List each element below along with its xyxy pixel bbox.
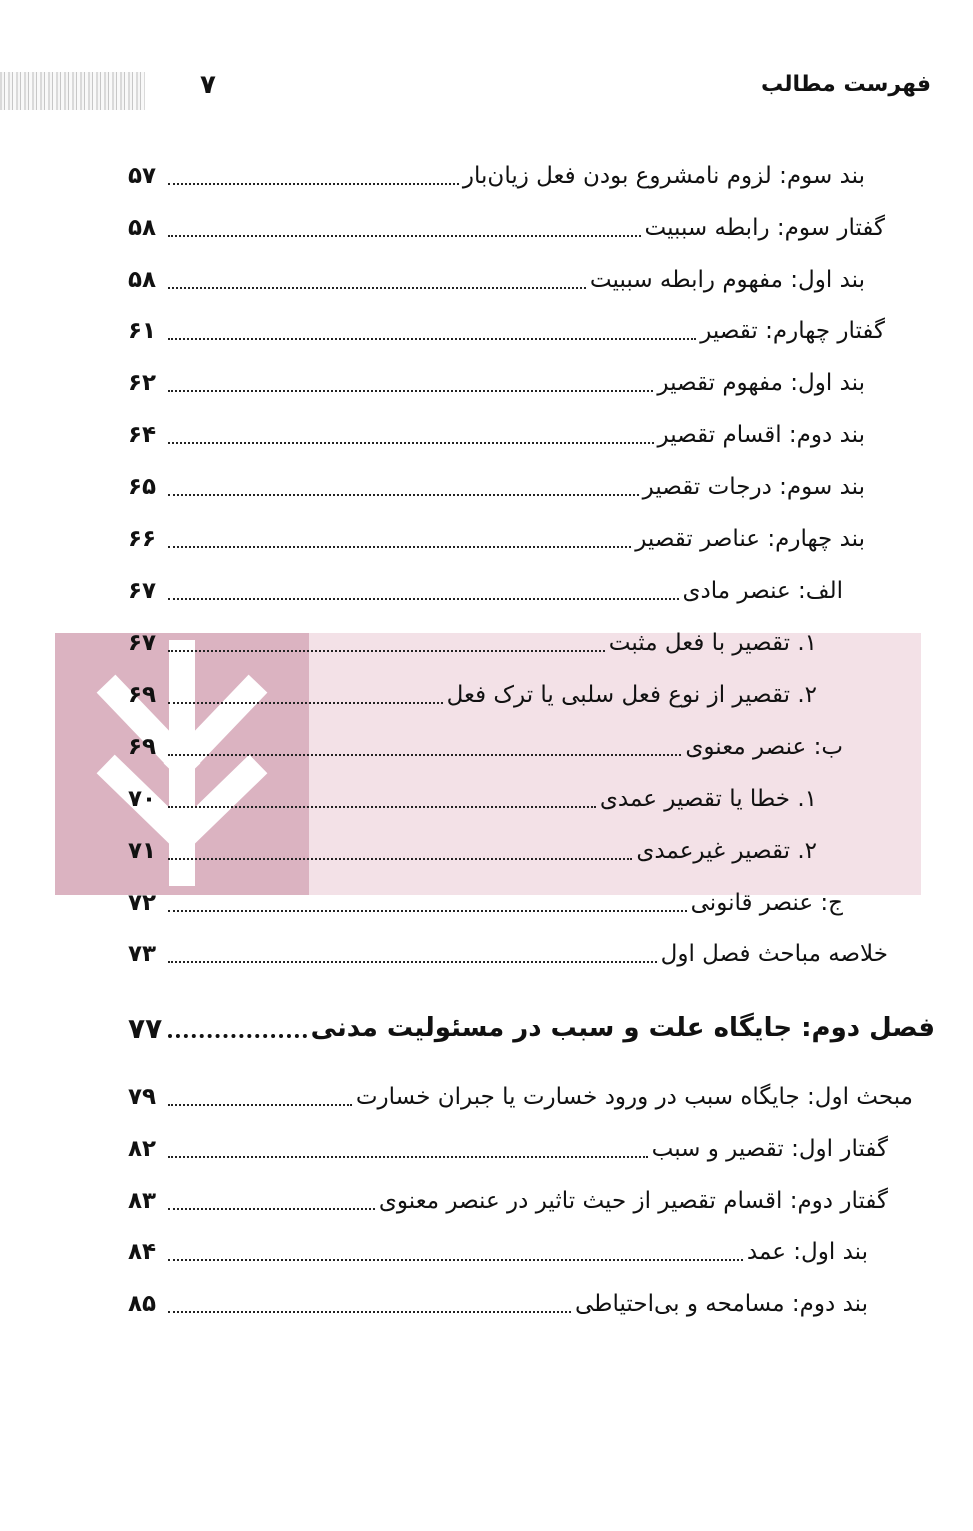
toc-entry-page: ۶۵: [128, 474, 157, 500]
toc-entry[interactable]: [128, 262, 865, 298]
toc-entry-page: ۶۶: [128, 526, 157, 552]
toc-entry-page: ۸۲: [128, 1136, 157, 1162]
toc-entry[interactable]: [128, 677, 817, 713]
toc-entry[interactable]: [128, 521, 865, 557]
toc-entry-label: بند چهارم: عناصر تقصیر: [635, 526, 865, 552]
toc-entry-label: خلاصه مباحث فصل اول: [660, 941, 888, 967]
toc-entry-label: ۲. تقصیر از نوع فعل سلبی یا ترک فعل: [446, 682, 817, 708]
toc-entry[interactable]: [128, 469, 865, 505]
toc-entry-page: ۶۹: [128, 734, 157, 760]
leader-dots: [168, 546, 631, 548]
toc-entry-label: بند اول: عمد: [746, 1239, 868, 1265]
toc-entry-page: ۶۷: [128, 578, 157, 604]
toc-entry-label: ۲. تقصیر غیرعمدی: [636, 838, 817, 864]
leader-dots: [168, 702, 443, 704]
toc-entry-label: فصل دوم: جایگاه علت و سبب در مسئولیت مدنی: [310, 1013, 935, 1043]
leader-dots: [168, 183, 459, 185]
leader-dots: [168, 650, 605, 652]
toc-entry-page: ۶۹: [128, 682, 157, 708]
toc-entry-label: گفتار دوم: اقسام تقصیر از حیث تاثیر در عنصر معنوی: [378, 1188, 888, 1214]
leader-dots: [168, 287, 586, 289]
leader-dots: [168, 390, 653, 392]
leader-dots: [168, 910, 687, 912]
leader-dots: [168, 338, 696, 340]
leader-dots: [168, 1208, 375, 1210]
toc-entry-label: گفتار اول: تقصیر و سبب: [651, 1136, 888, 1162]
page-number: ۷: [200, 70, 216, 100]
leader-dots: [168, 598, 679, 600]
toc-entry-page: ۵۸: [128, 215, 157, 241]
leader-dots: [168, 1311, 571, 1313]
toc-entry-label: بند اول: مفهوم رابطه سببیت: [589, 267, 865, 293]
toc-entry[interactable]: [128, 885, 843, 921]
leader-dots: [168, 806, 596, 808]
toc-entry[interactable]: [128, 365, 865, 401]
toc-entry[interactable]: [128, 313, 885, 349]
toc-entry[interactable]: [128, 729, 843, 765]
toc-entry-label: مبحث اول: جایگاه سبب در ورود خسارت یا جبران خسارت: [355, 1084, 913, 1110]
toc-entry-label: الف: عنصر مادی: [682, 578, 843, 604]
toc-entry[interactable]: [128, 781, 817, 817]
toc-entry-page: ۸۵: [128, 1291, 157, 1317]
scan-artifact: [0, 72, 145, 110]
toc-entry[interactable]: [128, 1079, 913, 1115]
toc-entry-label: ب: عنصر معنوی: [685, 734, 843, 760]
toc-entry-label: بند اول: مفهوم تقصیر: [657, 370, 865, 396]
toc-entry-page: ۷۷: [128, 1011, 163, 1045]
toc-entry-label: بند دوم: مسامحه و بی‌احتیاطی: [575, 1291, 868, 1317]
toc-entry-label: بند دوم: اقسام تقصیر: [657, 422, 865, 448]
toc-entry[interactable]: [128, 1131, 888, 1167]
toc-entry-page: ۶۲: [128, 370, 157, 396]
leader-dots: [168, 494, 639, 496]
leader-dots: [168, 858, 632, 860]
toc-entry-page: ۶۱: [128, 318, 157, 344]
leader-dots: [168, 1034, 307, 1038]
toc-entry[interactable]: [128, 1234, 868, 1270]
toc-entry[interactable]: [128, 1183, 888, 1219]
toc-entry[interactable]: [128, 1286, 868, 1322]
toc-entry-label: گفتار سوم: رابطه سببیت: [644, 215, 885, 241]
toc-entry-label: بند سوم: درجات تقصیر: [642, 474, 865, 500]
toc-entry[interactable]: [128, 833, 817, 869]
toc-entry-label: ۱. تقصیر با فعل مثبت: [608, 630, 817, 656]
toc-entry-page: ۸۴: [128, 1239, 157, 1265]
toc-entry-page: ۷۳: [128, 941, 157, 967]
toc-entry-label: گفتار چهارم: تقصیر: [700, 318, 885, 344]
toc-entry-page: ۸۳: [128, 1188, 157, 1214]
toc-entry-label: بند سوم: لزوم نامشروع بودن فعل زیان‌بار: [462, 163, 865, 189]
toc-entry-page: ۷۰: [128, 786, 157, 812]
leader-dots: [168, 235, 641, 237]
toc-entry[interactable]: [128, 936, 888, 972]
toc-entry[interactable]: [128, 210, 885, 246]
toc-entry[interactable]: [128, 417, 865, 453]
leader-dots: [168, 1259, 743, 1261]
toc-entry-page: ۷۹: [128, 1084, 157, 1110]
leader-dots: [168, 961, 657, 963]
toc-entry-page: ۵۸: [128, 267, 157, 293]
toc-entry[interactable]: [128, 573, 843, 609]
toc-entry[interactable]: [128, 625, 817, 661]
toc-entry-page: ۶۷: [128, 630, 157, 656]
toc-chapter-entry[interactable]: [128, 1008, 935, 1048]
leader-dots: [168, 754, 681, 756]
leader-dots: [168, 442, 654, 444]
leader-dots: [168, 1156, 648, 1158]
leader-dots: [168, 1104, 352, 1106]
toc-entry-page: ۶۴: [128, 422, 157, 448]
toc-entry-page: ۷۱: [128, 838, 157, 864]
toc-entry-page: ۷۲: [128, 890, 157, 916]
page-title: فهرست مطالب: [760, 72, 931, 97]
toc-entry-label: ج: عنصر قانونی: [690, 890, 843, 916]
toc-entry-page: ۵۷: [128, 163, 157, 189]
toc-entry[interactable]: [128, 158, 865, 194]
toc-entry-label: ۱. خطا یا تقصیر عمدی: [599, 786, 817, 812]
